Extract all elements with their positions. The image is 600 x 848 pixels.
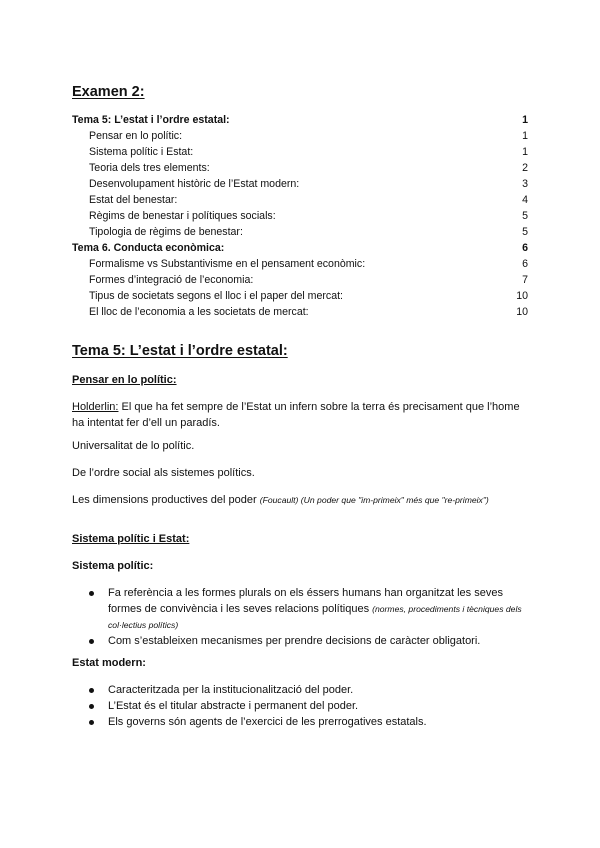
bullet-list — [72, 682, 528, 730]
toc-entry[interactable] — [72, 272, 528, 288]
list-item-text: L’Estat és el titular abstracte i permanent del poder. — [108, 700, 359, 712]
toc-entry[interactable] — [72, 112, 528, 128]
toc-entry-label: Tipus de societats segons el lloc i el paper del mercat: — [89, 290, 343, 302]
toc-entry-page: 5 — [522, 226, 528, 238]
toc-entry-label: Sistema polític i Estat: — [89, 146, 194, 158]
bullet-icon — [89, 591, 94, 596]
holderlin-label: Holderlin: — [72, 401, 119, 413]
paragraph — [72, 492, 528, 508]
toc-entry[interactable] — [72, 176, 528, 192]
toc-entry-label: Formalisme vs Substantivisme en el pensament econòmic: — [89, 258, 366, 270]
list-item — [72, 714, 528, 730]
toc-entry-label: Desenvolupament històric de l’Estat modern: — [89, 178, 300, 190]
toc-entry-page: 6 — [522, 258, 528, 270]
toc-entry-page: 1 — [522, 130, 528, 142]
toc-entry-label: Teoria dels tres elements: — [89, 162, 210, 174]
bullet-list — [72, 585, 528, 649]
table-of-contents — [72, 112, 528, 320]
holderlin-quote-text: El que ha fet sempre de l’Estat un infern sobre la terra és precisament que l’home ha intentat fer d’ell un paradís. — [72, 401, 520, 429]
toc-entry[interactable] — [72, 288, 528, 304]
list-item — [72, 585, 528, 633]
toc-entry[interactable] — [72, 256, 528, 272]
toc-entry-label: Formes d’integració de l’economia: — [89, 274, 254, 286]
toc-entry-page: 1 — [522, 114, 528, 126]
paragraph: De l’ordre social als sistemes polítics. — [72, 467, 255, 479]
toc-entry[interactable] — [72, 208, 528, 224]
section-heading: Tema 5: L’estat i l’ordre estatal: — [72, 343, 288, 359]
toc-entry[interactable] — [72, 192, 528, 208]
bullet-icon — [89, 720, 94, 725]
list-item-text: Fa referència a les formes plurals on els éssers humans han organitzat les seves formes de convivència i les seves relacions polítiques — [108, 587, 503, 615]
toc-entry-page: 10 — [516, 306, 528, 318]
bullet-icon — [89, 704, 94, 709]
toc-entry-page: 1 — [522, 146, 528, 158]
minor-heading: Estat modern: — [72, 657, 146, 669]
list-item-text: Com s’estableixen mecanismes per prendre decisions de caràcter obligatori. — [108, 635, 481, 647]
toc-entry[interactable] — [72, 304, 528, 320]
toc-entry[interactable] — [72, 224, 528, 240]
toc-entry-page: 7 — [522, 274, 528, 286]
toc-entry-page: 4 — [522, 194, 528, 206]
list-item — [72, 698, 528, 714]
list-item-text: Els governs són agents de l’exercici de les prerrogatives estatals. — [108, 716, 427, 728]
toc-entry-label: Tipologia de règims de benestar: — [89, 226, 243, 238]
toc-entry[interactable] — [72, 144, 528, 160]
bullet-icon — [89, 688, 94, 693]
list-item-note: (normes, procediments i tècniques dels col·lectius polítics) — [108, 604, 522, 630]
toc-entry-page: 5 — [522, 210, 528, 222]
subsection-heading: Sistema polític i Estat: — [72, 533, 190, 545]
toc-entry-page: 2 — [522, 162, 528, 174]
paragraph-text: Les dimensions productives del poder — [72, 494, 260, 506]
toc-entry-label: Tema 5: L’estat i l’ordre estatal: — [72, 114, 230, 126]
toc-entry-label: El lloc de l’economia a les societats de mercat: — [89, 306, 309, 318]
list-item — [72, 682, 528, 698]
document-title: Examen 2: — [72, 84, 145, 100]
toc-entry-page: 3 — [522, 178, 528, 190]
subsection-heading: Pensar en lo polític: — [72, 374, 177, 386]
minor-heading: Sistema polític: — [72, 560, 154, 572]
toc-entry[interactable] — [72, 240, 528, 256]
toc-entry-page: 10 — [516, 290, 528, 302]
toc-entry[interactable] — [72, 128, 528, 144]
toc-entry[interactable] — [72, 160, 528, 176]
list-item-text: Caracteritzada per la institucionalització del poder. — [108, 684, 354, 696]
list-item — [72, 633, 528, 649]
toc-entry-label: Tema 6. Conducta econòmica: — [72, 242, 225, 254]
holderlin-quote — [72, 399, 528, 431]
paragraph: Universalitat de lo polític. — [72, 440, 195, 452]
toc-entry-label: Pensar en lo polític: — [89, 130, 183, 142]
paragraph-note: (Foucault) (Un poder que "im-primeix" més que "re-primeix") — [259, 495, 489, 505]
toc-entry-page: 6 — [522, 242, 528, 254]
toc-entry-label: Règims de benestar i polítiques socials: — [89, 210, 276, 222]
bullet-icon — [89, 639, 94, 644]
toc-entry-label: Estat del benestar: — [89, 194, 178, 206]
